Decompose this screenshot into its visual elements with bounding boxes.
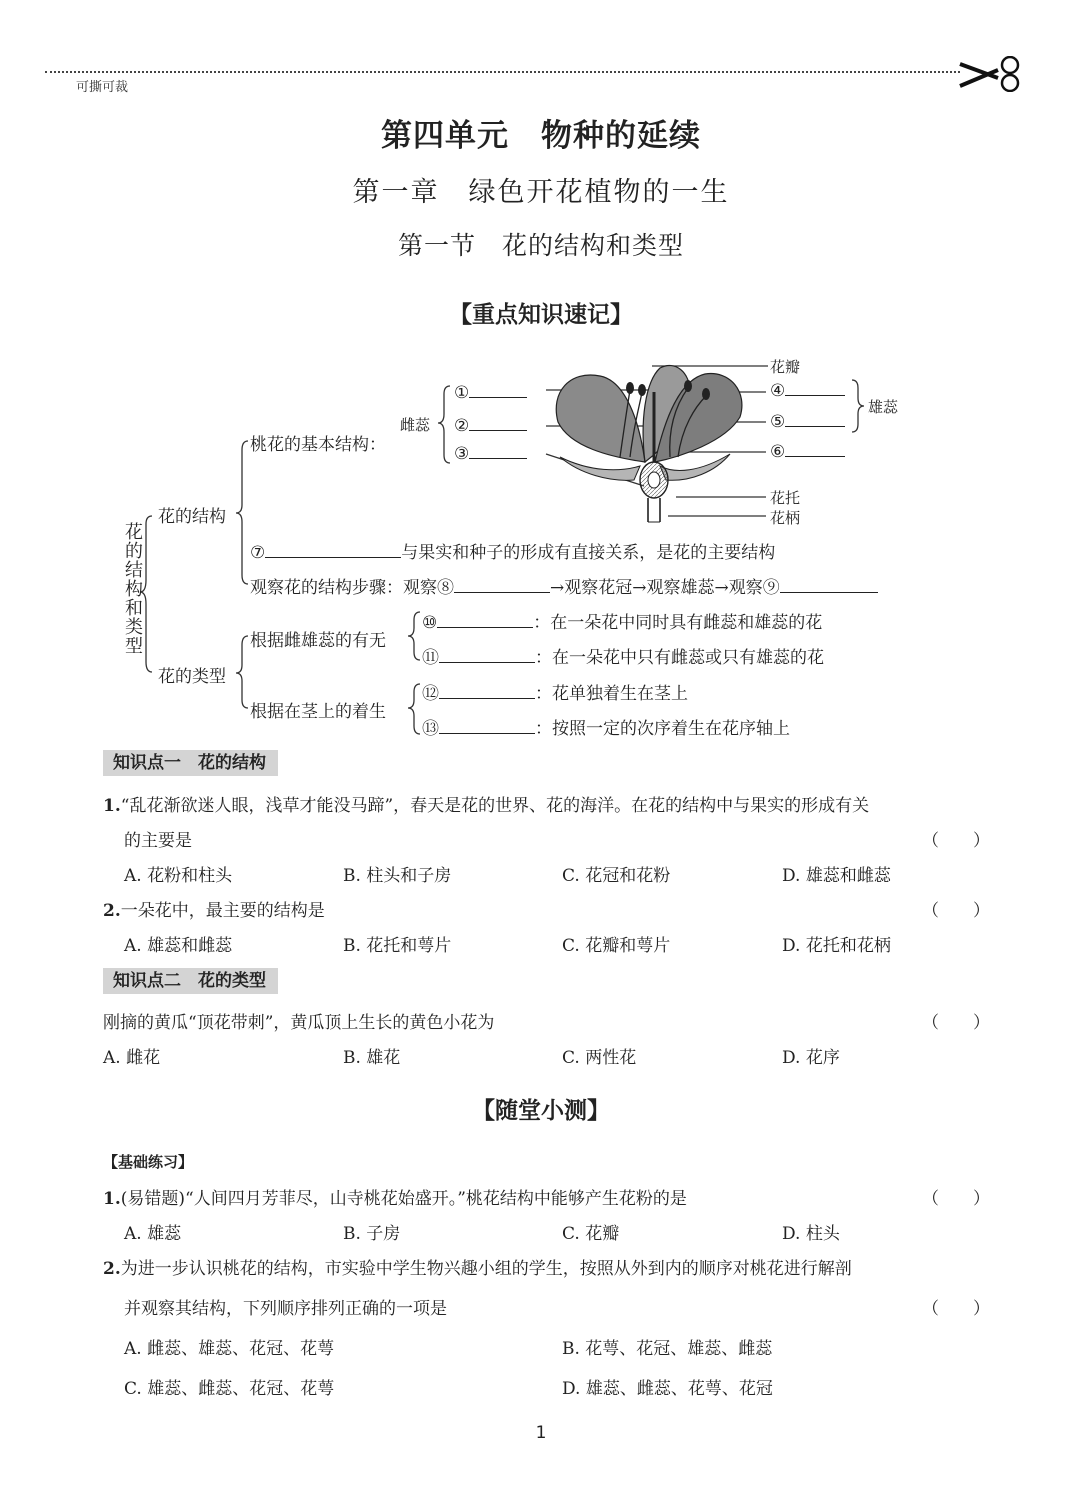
kp1-q1-option-c: C. 花冠和花粉 <box>562 866 671 886</box>
basic-structure-label: 桃花的基本结构： <box>250 435 386 455</box>
quiz-q2-option-a: A. 雌蕊、雄蕊、花冠、花萼 <box>124 1339 335 1359</box>
structure-label: 花的结构 <box>158 507 226 527</box>
by-stem-label: 根据在茎上的着生 <box>250 702 386 722</box>
kp2-q-option-a: A. 雌花 <box>103 1048 161 1068</box>
kp1-q2-option-d: D. 花托和花柄 <box>782 936 891 956</box>
kp1-q2-option-c: C. 花瓣和萼片 <box>562 936 671 956</box>
kp2-q-option-d: D. 花序 <box>782 1048 840 1068</box>
type-line-11: ⑪ ：在一朵花中只有雌蕊或只有雄蕊的花 <box>422 648 824 668</box>
quiz-q1-option-a: A. 雄蕊 <box>124 1224 182 1244</box>
type-line-13: ⑬ ：按照一定的次序着生在花序轴上 <box>422 719 790 739</box>
types-label: 花的类型 <box>158 667 226 687</box>
quiz-q2-line1: 2.为进一步认识桃花的结构，市实验中学生物兴趣小组的学生，按照从外到内的顺序对桃花进行解剖 <box>103 1259 852 1279</box>
cut-hint: 可撕可裁 <box>76 80 129 95</box>
kp2-q-option-b: B. 雄花 <box>343 1048 401 1068</box>
summary-line-8: 观察花的结构步骤：观察⑧ →观察花冠→观察雄蕊→观察⑨ <box>250 573 878 598</box>
blank-1: ① <box>454 383 527 403</box>
quiz-q1-option-b: B. 子房 <box>343 1224 401 1244</box>
kp1-q2-option-a: A. 雄蕊和雌蕊 <box>124 936 233 956</box>
type-line-12: ⑫ ：花单独着生在茎上 <box>422 684 688 704</box>
kp2-q-stem: 刚摘的黄瓜“顶花带刺”，黄瓜顶上生长的黄色小花为 <box>103 1013 495 1033</box>
knowledge-point-2-label: 知识点二 花的类型 <box>103 968 278 994</box>
kp1-q1-line1: 1.“乱花渐欲迷人眼，浅草才能没马蹄”，春天是花的世界、花的海洋。在花的结构中与果实的形成有关 <box>103 796 870 816</box>
kp1-q1-option-d: D. 雄蕊和雌蕊 <box>782 866 891 886</box>
chapter-title: 第一章 绿色开花植物的一生 <box>352 177 730 208</box>
quiz-q1-answer-paren[interactable]: （ ） <box>922 1189 990 1209</box>
knowledge-point-1-label: 知识点一 花的结构 <box>103 750 278 776</box>
quiz-q2-answer-paren[interactable]: （ ） <box>922 1299 990 1319</box>
kp1-q2-stem: 2.一朵花中，最主要的结构是 <box>103 901 325 921</box>
blank-3: ③ <box>454 444 527 464</box>
blank-4: ④ <box>770 381 845 401</box>
page-number: 1 <box>535 1423 547 1443</box>
quiz-heading: 【随堂小测】 <box>472 1098 610 1124</box>
quiz-q1-stem: 1.(易错题)“人间四月芳菲尽，山寺桃花始盛开。”桃花结构中能够产生花粉的是 <box>103 1189 687 1209</box>
kp1-q2-option-b: B. 花托和萼片 <box>343 936 452 956</box>
section-title: 第一节 花的结构和类型 <box>397 231 684 260</box>
blank-5: ⑤ <box>770 412 845 432</box>
peach-flower-illustration <box>550 362 750 524</box>
pedicel-label: 花柄 <box>770 509 801 527</box>
receptacle-label: 花托 <box>770 489 801 507</box>
summary-line-7: ⑦ 与果实和种子的形成有直接关系，是花的主要结构 <box>250 543 776 563</box>
kp1-q1-line2: 的主要是 <box>124 831 192 851</box>
quiz-q1-option-d: D. 柱头 <box>782 1224 840 1244</box>
unit-title: 第四单元 物种的延续 <box>381 118 701 154</box>
kp2-q-option-c: C. 两性花 <box>562 1048 637 1068</box>
kp1-q1-answer-paren[interactable]: （ ） <box>922 831 990 851</box>
summary-heading: 【重点知识速记】 <box>449 302 633 328</box>
kp1-q2-answer-paren[interactable]: （ ） <box>922 901 990 921</box>
pistil-label: 雌蕊 <box>400 416 431 434</box>
quiz-q2-option-b: B. 花萼、花冠、雄蕊、雌蕊 <box>562 1339 773 1359</box>
kp1-q1-option-a: A. 花粉和柱头 <box>124 866 233 886</box>
stamen-label: 雄蕊 <box>868 398 899 416</box>
quiz-q2-option-d: D. 雄蕊、雌蕊、花萼、花冠 <box>562 1379 773 1399</box>
quiz-q1-option-c: C. 花瓣 <box>562 1224 620 1244</box>
blank-6: ⑥ <box>770 442 845 462</box>
quiz-q2-line2: 并观察其结构，下列顺序排列正确的一项是 <box>124 1299 447 1319</box>
type-line-10: ⑩ ：在一朵花中同时具有雌蕊和雄蕊的花 <box>422 613 823 633</box>
basic-practice-label: 【基础练习】 <box>103 1153 194 1171</box>
summary-root-label: 花的结构和类型 <box>125 522 143 657</box>
blank-2: ② <box>454 416 527 436</box>
petal-label: 花瓣 <box>770 358 801 376</box>
by-pistil-label: 根据雌雄蕊的有无 <box>250 631 386 651</box>
kp2-q-answer-paren[interactable]: （ ） <box>922 1013 990 1033</box>
kp1-q1-option-b: B. 柱头和子房 <box>343 866 452 886</box>
quiz-q2-option-c: C. 雄蕊、雌蕊、花冠、花萼 <box>124 1379 335 1399</box>
